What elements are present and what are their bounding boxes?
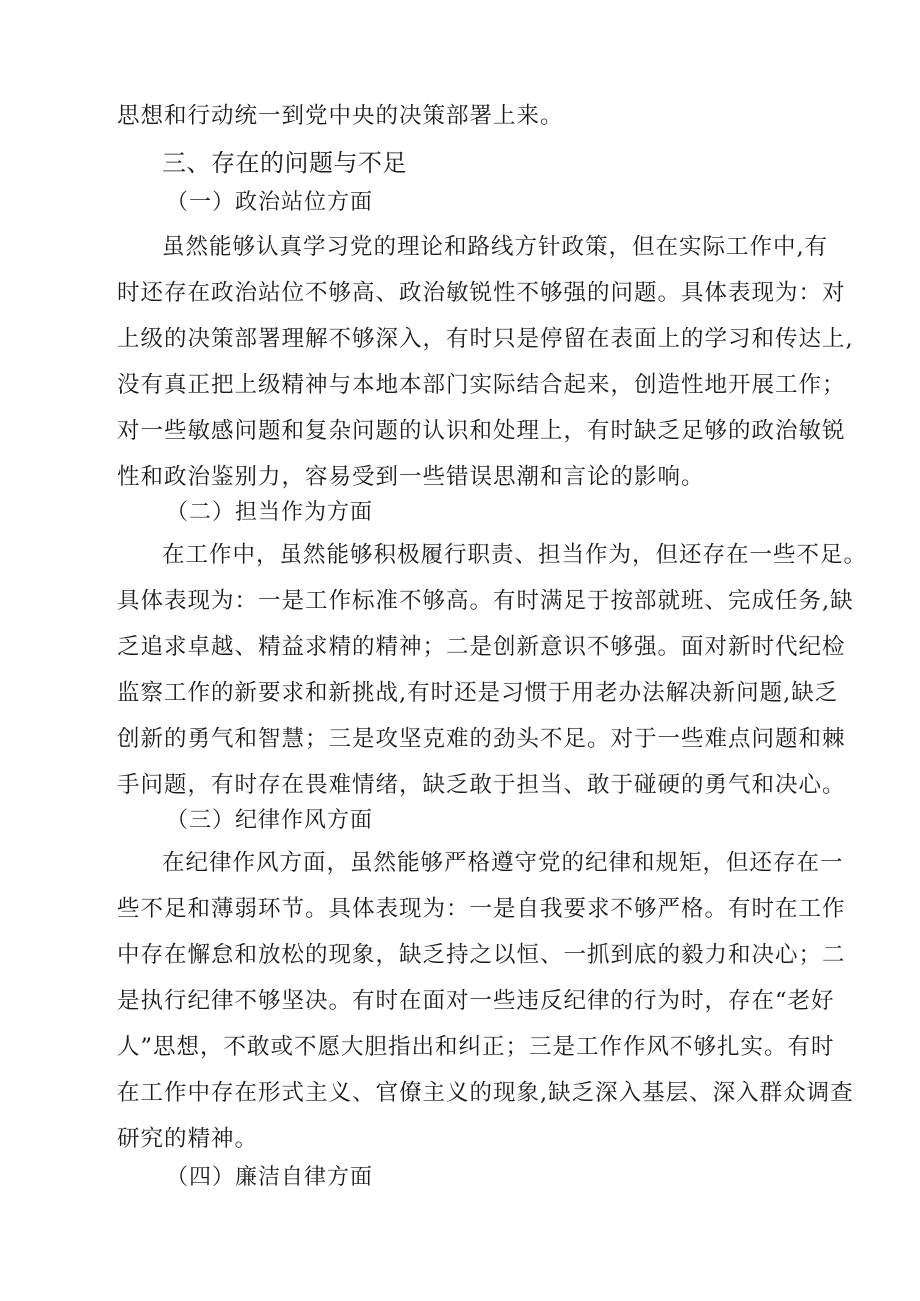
subheading-text: （三）纪律作风方面: [166, 808, 374, 833]
text-line: 人”思想，不敢或不愿大胆指出和纠正；三是工作作风不够扎实。有时: [117, 1034, 835, 1060]
heading-text: 三、存在的问题与不足: [162, 149, 407, 177]
text-line: 中存在懈怠和放松的现象，缺乏持之以恒、一抓到底的毅力和决心；二: [117, 942, 846, 968]
text-line: 思想和行动统一到党中央的决策部署上来。: [117, 103, 564, 129]
subheading-text: （四）廉洁自律方面: [166, 1165, 374, 1190]
text-line: 具体表现为：一是工作标准不够高。有时满足于按部就班、完成任务,缺: [117, 588, 854, 614]
text-line: 在工作中，虽然能够积极履行职责、担当作为，但还存在一些不足。: [162, 542, 868, 568]
subheading-text: （二）担当作为方面: [166, 500, 374, 525]
text-line: 创新的勇气和智慧；三是攻坚克难的劲头不足。对于一些难点问题和棘: [117, 726, 846, 752]
text-line: 监察工作的新要求和新挑战,有时还是习惯于用老办法解决新问题,缺乏: [117, 680, 839, 706]
text-line: 时还存在政治站位不够高、政治敏锐性不够强的问题。具体表现为：对: [117, 280, 846, 306]
text-line: 研究的精神。: [117, 1126, 259, 1152]
text-line: 在纪律作风方面，虽然能够严格遵守党的纪律和规矩，但还存在一: [162, 850, 844, 876]
text-line: 手问题，有时存在畏难情绪，缺乏敢于担当、敢于碰硬的勇气和决心。: [117, 772, 846, 798]
text-line: 性和政治鉴别力，容易受到一些错误思潮和言论的影响。: [117, 464, 705, 490]
subheading-text: （一）政治站位方面: [166, 190, 374, 215]
text-line: 是执行纪律不够坚决。有时在面对一些违反纪律的行为时，存在“老好: [117, 988, 835, 1014]
text-line: 乏追求卓越、精益求精的精神；二是创新意识不够强。面对新时代纪检: [117, 634, 846, 660]
text-line: 虽然能够认真学习党的理论和路线方针政策，但在实际工作中,有: [162, 234, 829, 260]
text-line: 上级的决策部署理解不够深入，有时只是停留在表面上的学习和传达上,: [117, 326, 854, 352]
text-line: 没有真正把上级精神与本地本部门实际结合起来，创造性地开展工作；: [117, 372, 846, 398]
text-line: 在工作中存在形式主义、官僚主义的现象,缺乏深入基层、深入群众调查: [117, 1080, 854, 1106]
text-line: 些不足和薄弱环节。具体表现为：一是自我要求不够严格。有时在工作: [117, 896, 846, 922]
text-line: 对一些敏感问题和复杂问题的认识和处理上，有时缺乏足够的政治敏锐: [117, 418, 846, 444]
